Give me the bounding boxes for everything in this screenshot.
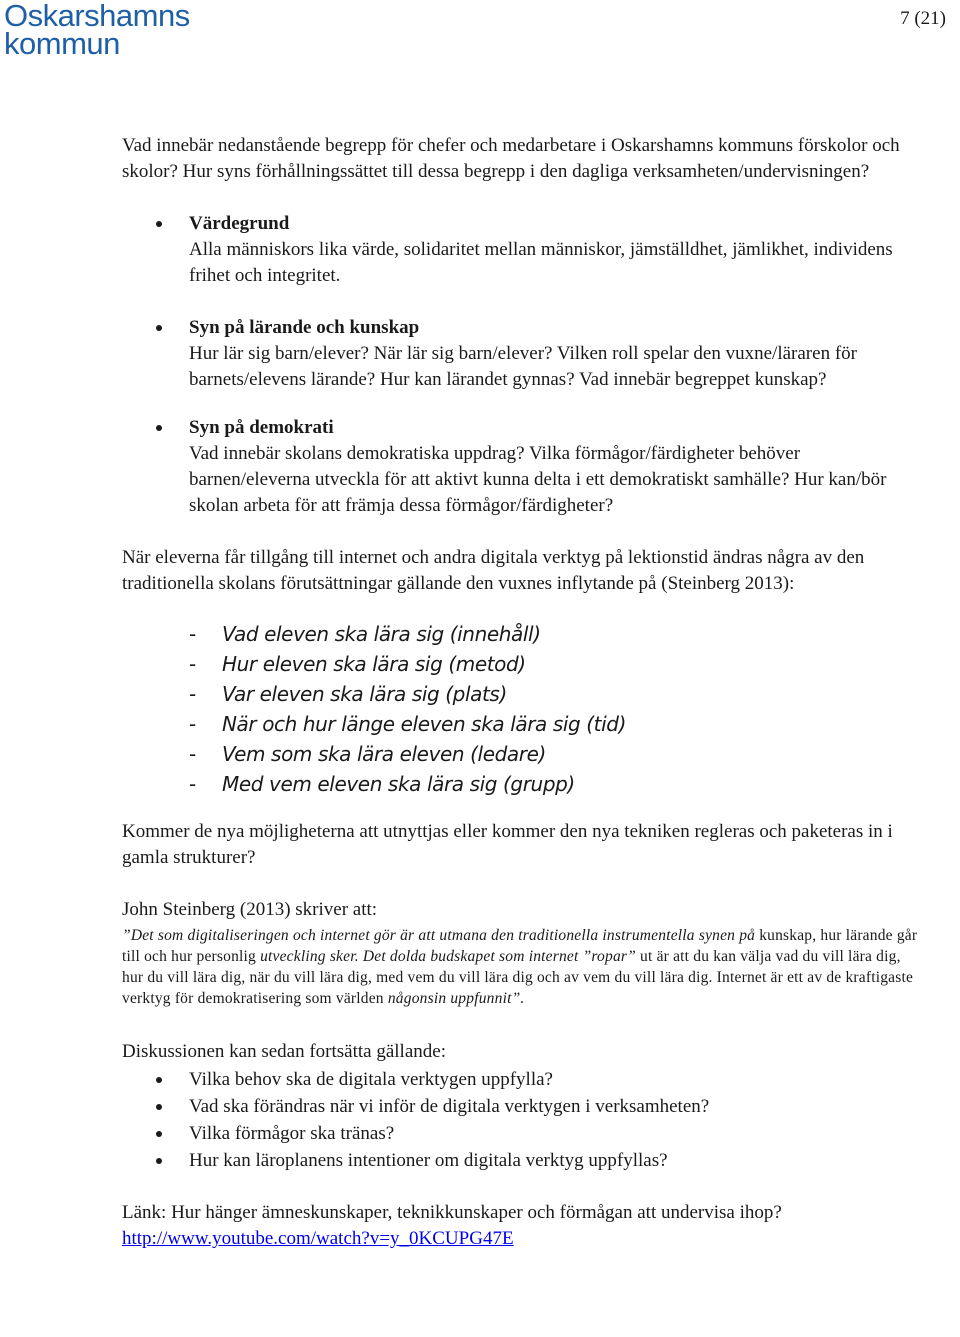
- list-item: - Med vem eleven ska lära sig (grupp): [189, 772, 575, 796]
- list-item: Vilka förmågor ska tränas?: [122, 1121, 922, 1147]
- concept-title: Syn på lärande och kunskap: [189, 317, 420, 338]
- concept-list: [122, 211, 922, 519]
- video-link[interactable]: http://www.youtube.com/watch?v=y_0KCUPG47E: [122, 1228, 514, 1249]
- municipality-logo: [4, 0, 190, 61]
- quote-intro: John Steinberg (2013) skriver att:: [122, 899, 378, 920]
- list-item: Vad ska förändras när vi inför de digitala verktygen i verksamheten?: [122, 1094, 922, 1120]
- concept-text: Alla människors lika värde, solidaritet mellan människor, jämställdhet, jämlikhet, individens frihet och integritet.: [189, 239, 893, 286]
- list-item: - När och hur länge eleven ska lära sig (tid): [189, 712, 626, 736]
- list-item: Hur kan läroplanens intentioner om digitala verktyg uppfyllas?: [122, 1148, 922, 1174]
- question-paragraph: Kommer de nya möjligheterna att utnyttjas eller kommer den nya tekniken regleras och paketeras in i gamla strukturer?: [122, 821, 893, 868]
- discussion-intro: Diskussionen kan sedan fortsätta gällande:: [122, 1041, 446, 1062]
- concept-title: Syn på demokrati: [189, 417, 334, 438]
- concept-text: Vad innebär skolans demokratiska uppdrag? Vilka förmågor/färdigheter behöver barnen/eleverna utveckla för att aktivt kunna delta i ett demokratiskt samhälle? Hur kan/bör skolan arbeta för att främja dessa förmågor/färdigheter?: [189, 443, 887, 516]
- steinberg-quote: ”Det som digitaliseringen och internet gör är att utmana den traditionella instrumentella synen på kunskap, hur lärande går till och hur personlig utveckling sker. Det dolda budskapet som internet ”ropar” ut är att du kan välja vad du vill lära dig, hur du vill lära dig, när du vill lära dig, med vem du vill lära dig och av vem du vill lära dig. Internet är ett av de kraftigaste verktyg för demokratisering som världen någonsin uppfunnit”.: [122, 927, 918, 1007]
- influence-list: [122, 619, 922, 799]
- concept-title: Värdegrund: [189, 213, 290, 234]
- list-item: Vilka behov ska de digitala verktygen uppfylla?: [122, 1067, 922, 1093]
- link-caption: Länk: Hur hänger ämneskunskaper, teknikkunskaper och förmågan att undervisa ihop?: [122, 1202, 782, 1223]
- concept-item-demokrati: [122, 415, 922, 519]
- page-number: 7 (21): [900, 8, 946, 29]
- concept-text: Hur lär sig barn/elever? När lär sig barn/elever? Vilken roll spelar den vuxne/läraren för barnets/elevens lärande? Hur kan lärandet gynnas? Vad innebär begreppet kunskap?: [189, 343, 857, 390]
- internet-paragraph: När eleverna får tillgång till internet och andra digitala verktyg på lektionstid ändras några av den traditionella skolans förutsättningar gällande den vuxnes inflytande på (Steinberg 2013):: [122, 547, 865, 594]
- list-item: - Vad eleven ska lära sig (innehåll): [189, 622, 541, 646]
- list-item: - Vem som ska lära eleven (ledare): [189, 742, 546, 766]
- document-body: [122, 133, 922, 1252]
- logo-line-1: Oskarshamns: [4, 0, 190, 33]
- concept-item-larande: [122, 315, 922, 393]
- list-item: - Hur eleven ska lära sig (metod): [189, 652, 526, 676]
- logo-line-2: kommun: [4, 26, 120, 61]
- intro-paragraph: Vad innebär nedanstående begrepp för chefer och medarbetare i Oskarshamns kommuns förskolor och skolor? Hur syns förhållningssättet till dessa begrepp i den dagliga verksamheten/undervisningen?: [122, 135, 900, 182]
- concept-item-vardegrund: [122, 211, 922, 289]
- discussion-list: [122, 1067, 922, 1174]
- list-item: - Var eleven ska lära sig (plats): [189, 682, 507, 706]
- video-link-line: [122, 1226, 922, 1252]
